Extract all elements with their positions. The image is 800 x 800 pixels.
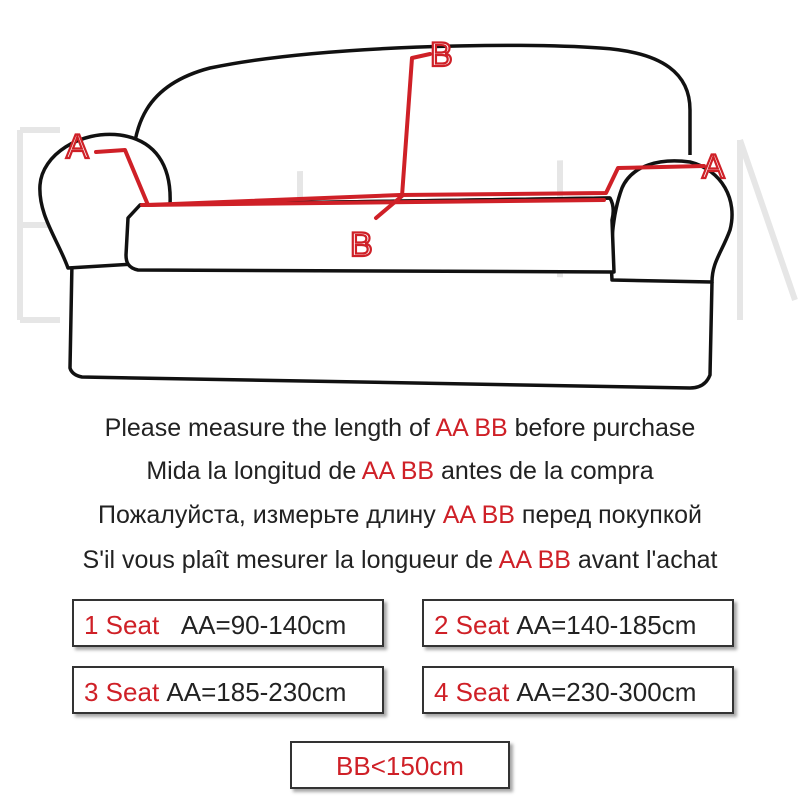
seat-range: AA=185-230cm [166,677,347,707]
instruction-text: Пожалуйста, измерьте длину [98,501,443,529]
seat-range: AA=230-300cm [516,677,697,707]
bb-limit-text: BB<150cm [336,751,464,781]
size-box-2-seat [422,599,734,647]
seat-label: 4 Seat [434,677,510,707]
instruction-text: S'il vous plaît mesurer la longueur de [82,546,499,574]
watermark-stroke [740,140,795,320]
seat-label: 1 Seat [84,610,160,640]
instruction-text: avant l'achat [570,546,718,574]
instruction-text: Mida la longitud de [146,457,362,485]
seat-range: AA=140-185cm [516,610,697,640]
instruction-highlight: AA BB [435,414,508,442]
label-b-bottom: B [350,226,373,264]
bb-limit-box [290,741,510,789]
instruction-spanish [0,456,800,486]
size-box-1-seat [72,599,384,647]
instruction-text: antes de la compra [434,457,654,485]
label-a-left: A [66,128,89,166]
instruction-text: перед покупкой [514,501,702,529]
size-box-3-seat [72,666,384,714]
instruction-french [0,545,800,575]
instruction-highlight: AA BB [498,546,571,574]
label-b-top: B [430,36,453,74]
sofa-outline [40,45,732,388]
instruction-highlight: AA BB [361,457,435,485]
seat-range: AA=90-140cm [180,610,347,640]
label-a-right: A [702,148,725,186]
seat-label: 3 Seat [84,677,160,707]
size-box-4-seat [422,666,734,714]
instruction-text: before purchase [507,414,696,442]
instruction-highlight: AA BB [442,501,515,529]
instruction-russian [0,500,800,530]
seat-label: 2 Seat [434,610,510,640]
instruction-text: Please measure the length of [104,414,436,442]
instruction-english [0,413,800,443]
